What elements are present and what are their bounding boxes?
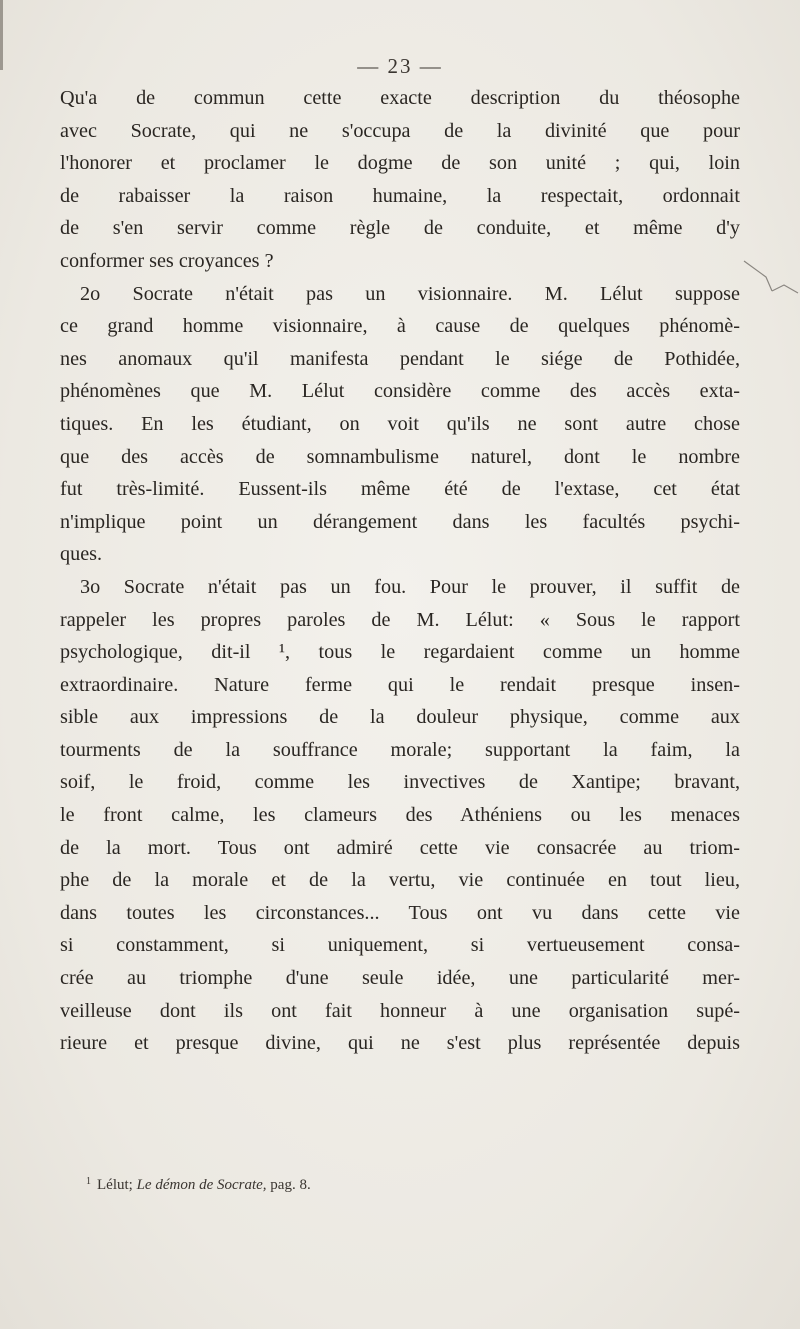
text-line: dans toutes les circonstances... Tous ont vu dans cette vie xyxy=(60,901,740,924)
text-line: phe de la morale et de la vertu, vie continuée en tout lieu, xyxy=(60,869,740,892)
text-line: n'implique point un dérangement dans les facultés psychi- xyxy=(60,510,740,533)
text-line: de la mort. Tous ont admiré cette vie consacrée au triom- xyxy=(60,836,740,859)
text-line: conformer ses croyances ? xyxy=(60,249,274,272)
footnote-author: Lélut; xyxy=(97,1177,133,1193)
text-line: sible aux impressions de la douleur physique, comme aux xyxy=(60,706,740,729)
text-line: fut très-limité. Eussent-ils même été de l'extase, cet état xyxy=(60,478,740,501)
text-line: de rabaisser la raison humaine, la respectait, ordonnait xyxy=(60,184,740,207)
text-line: phénomènes que M. Lélut considère comme des accès exta- xyxy=(60,380,740,403)
text-line: Qu'a de commun cette exacte description du théosophe xyxy=(60,87,740,109)
text-line: soif, le froid, comme les invectives de Xantipe; bravant, xyxy=(60,771,740,794)
text-line: extraordinaire. Nature ferme qui le rendait presque insen- xyxy=(60,673,740,696)
text-line: ce grand homme visionnaire, à cause de quelques phénomè- xyxy=(60,315,740,338)
text-line: ques. xyxy=(60,543,103,566)
text-line: tiques. En les étudiant, on voit qu'ils ne sont autre chose xyxy=(60,412,740,435)
text-line: 3o Socrate n'était pas un fou. Pour le prouver, il suffit de xyxy=(80,575,740,598)
text-line: crée au triomphe d'une seule idée, une particularité mer- xyxy=(60,967,740,990)
footnote-marker: 1 xyxy=(86,1176,91,1187)
text-line: avec Socrate, qui ne s'occupa de la divinité que pour xyxy=(60,119,740,142)
text-line: si constamment, si uniquement, si vertueusement consa- xyxy=(60,934,740,957)
page-number: — 23 — xyxy=(357,54,443,78)
text-line: tourments de la souffrance morale; supportant la faim, la xyxy=(60,738,740,761)
footnote-title: Le démon de Socrate, xyxy=(136,1177,267,1193)
text-line: nes anomaux qu'il manifesta pendant le siége de Pothidée, xyxy=(60,347,740,370)
text-line: rappeler les propres paroles de M. Lélut: « Sous le rapport xyxy=(60,608,740,631)
text-line: que des accès de somnambulisme naturel, dont le nombre xyxy=(60,445,740,468)
text-line: de s'en servir comme règle de conduite, et même d'y xyxy=(60,217,740,240)
pencil-mark-icon xyxy=(742,255,800,315)
footnote-ref: pag. 8. xyxy=(270,1177,311,1193)
text-line: le front calme, les clameurs des Athéniens ou les menaces xyxy=(60,804,740,827)
body-text xyxy=(60,82,740,1060)
text-line: veilleuse dont ils ont fait honneur à une organisation supé- xyxy=(60,999,740,1022)
text-line: rieure et presque divine, qui ne s'est plus représentée depuis xyxy=(60,1032,740,1055)
text-line: psychologique, dit-il ¹, tous le regardaient comme un homme xyxy=(60,641,740,664)
text-line: l'honorer et proclamer le dogme de son unité ; qui, loin xyxy=(60,152,740,175)
text-line: 2o Socrate n'était pas un visionnaire. M. Lélut suppose xyxy=(80,282,740,305)
footnote xyxy=(86,1176,311,1194)
